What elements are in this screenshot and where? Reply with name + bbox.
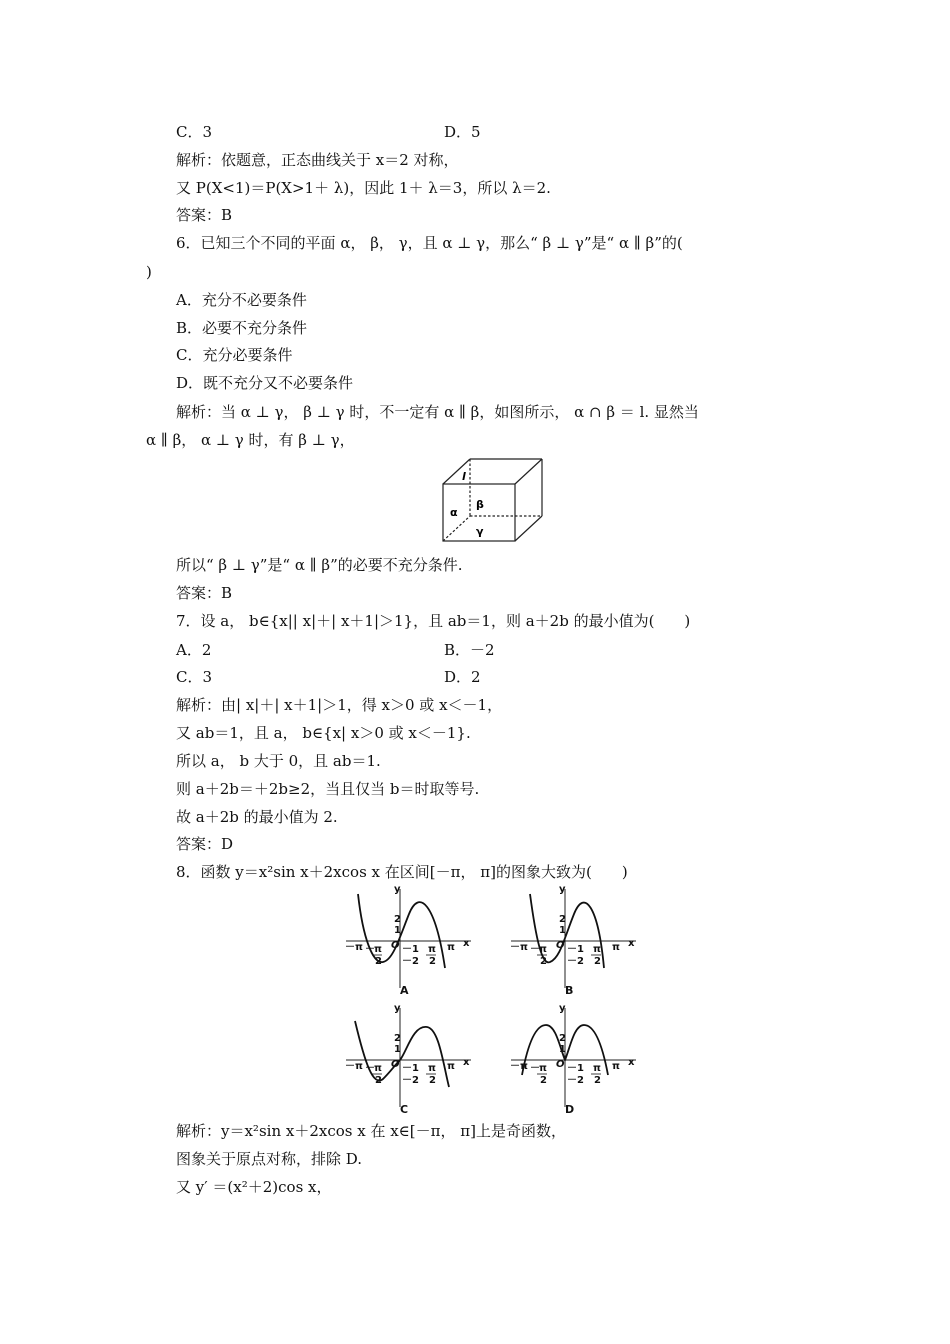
origin-label: O xyxy=(556,1059,565,1070)
graph-letter: B xyxy=(565,984,574,996)
tick-neg2-label: －2 xyxy=(402,956,419,967)
origin-label: O xyxy=(556,940,565,951)
frac-pos-numerator: π xyxy=(428,1063,436,1074)
frac-neg-numerator: π xyxy=(374,944,382,955)
q6-option-a: A．充分不必要条件 xyxy=(176,291,307,309)
q6-analysis-continued: α ∥ β， α ⊥ γ 时，有 β ⊥ γ， xyxy=(146,431,355,449)
frac-neg-denominator: 2 xyxy=(375,1075,382,1086)
graph-letter: D xyxy=(565,1103,575,1115)
q7-option-c: C．3 xyxy=(176,668,213,686)
neg-pi-label: －π xyxy=(345,1061,363,1072)
y-axis-label: y xyxy=(394,884,401,895)
frac-neg-numerator: π xyxy=(539,944,547,955)
tick-1-label: 1 xyxy=(394,1044,401,1055)
frac-minus-sign: － xyxy=(365,1063,375,1074)
tick-neg2-label: －2 xyxy=(567,956,584,967)
frac-pos-numerator: π xyxy=(593,944,601,955)
pi-label: π xyxy=(612,1061,620,1072)
y-axis-label: y xyxy=(559,1003,566,1014)
plane-gamma-label: γ xyxy=(476,525,484,538)
q8-stem: 8．函数 y＝x²sin x＋2xcos x 在区间[－π， π]的图象大致为( ) xyxy=(176,863,628,881)
q6-answer: 答案：B xyxy=(176,584,233,602)
frac-pos-numerator: π xyxy=(593,1063,601,1074)
q6-option-d: D．既不充分又不必要条件 xyxy=(176,374,354,392)
x-axis-label: x xyxy=(463,1057,470,1068)
frac-neg-denominator: 2 xyxy=(375,956,382,967)
q5-answer: 答案：B xyxy=(176,206,233,224)
tick-1-label: 1 xyxy=(559,925,566,936)
frac-pos-numerator: π xyxy=(428,944,436,955)
q7-option-a: A．2 xyxy=(176,641,212,659)
q7-analysis-line: 又 ab＝1，且 a， b∈{x| x＞0 或 x＜－1}. xyxy=(176,724,471,742)
graph-letter: C xyxy=(400,1103,409,1115)
q7-option-d: D．2 xyxy=(444,668,481,686)
neg-pi-label: －π xyxy=(510,942,528,953)
origin-label: O xyxy=(391,940,400,951)
q7-analysis-line: 则 a＋2b＝＋2b≥2，当且仅当 b＝时取等号. xyxy=(176,780,480,798)
tick-2-label: 2 xyxy=(394,914,401,925)
tick-neg1-label: －1 xyxy=(567,944,584,955)
q6-stem: 6．已知三个不同的平面 α， β， γ，且 α ⊥ γ，那么“ β ⊥ γ”是“ α ∥ β”的( xyxy=(176,234,683,252)
q6-analysis: 解析：当 α ⊥ γ， β ⊥ γ 时，不一定有 α ∥ β，如图所示， α ∩ β ＝ l. 显然当 xyxy=(176,403,699,421)
frac-neg-numerator: π xyxy=(539,1063,547,1074)
frac-neg-denominator: 2 xyxy=(540,1075,547,1086)
pi-label: π xyxy=(447,1061,455,1072)
q8-analysis-line: 又 y′ ＝(x²＋2)cos x， xyxy=(176,1178,332,1196)
q5-option-d: D．5 xyxy=(444,123,481,141)
neg-pi-label: －π xyxy=(510,1061,528,1072)
x-axis-label: x xyxy=(463,938,470,949)
q7-stem: 7．设 a， b∈{x|| x|＋| x＋1|＞1}，且 ab＝1，则 a＋2b 的最小值为( ) xyxy=(176,612,691,630)
cube-figure xyxy=(440,456,546,544)
tick-neg1-label: －1 xyxy=(402,1063,419,1074)
q7-analysis-line: 所以 a， b 大于 0，且 ab＝1. xyxy=(176,752,381,770)
graph-c xyxy=(343,1003,473,1115)
graph-letter: A xyxy=(400,984,409,996)
x-axis-label: x xyxy=(628,938,635,949)
graph-d xyxy=(508,1003,638,1115)
tick-neg1-label: －1 xyxy=(402,944,419,955)
plane-alpha-label: α xyxy=(450,506,458,519)
tick-2-label: 2 xyxy=(559,914,566,925)
line-l-label: l xyxy=(462,470,466,483)
frac-pos-denominator: 2 xyxy=(594,956,601,967)
tick-2-label: 2 xyxy=(394,1033,401,1044)
tick-neg1-label: －1 xyxy=(567,1063,584,1074)
tick-2-label: 2 xyxy=(559,1033,566,1044)
origin-label: O xyxy=(391,1059,400,1070)
q5-analysis-line: 又 P(X<1)＝P(X>1＋ λ)，因此 1＋ λ＝3，所以 λ＝2. xyxy=(176,179,551,197)
graph-b xyxy=(508,884,638,996)
neg-pi-label: －π xyxy=(345,942,363,953)
plane-beta-label: β xyxy=(476,498,484,511)
q6-option-b: B．必要不充分条件 xyxy=(176,319,308,337)
q6-stem-continued: ) xyxy=(146,263,152,281)
tick-neg2-label: －2 xyxy=(567,1075,584,1086)
tick-neg2-label: －2 xyxy=(402,1075,419,1086)
q7-analysis-line: 解析：由| x|＋| x＋1|＞1，得 x＞0 或 x＜－1， xyxy=(176,696,503,714)
frac-pos-denominator: 2 xyxy=(429,1075,436,1086)
y-axis-label: y xyxy=(559,884,566,895)
q7-analysis-line: 故 a＋2b 的最小值为 2. xyxy=(176,808,338,826)
q5-option-c: C．3 xyxy=(176,123,213,141)
q7-option-b: B．－2 xyxy=(444,641,495,659)
q7-answer: 答案：D xyxy=(176,835,234,853)
q5-analysis-line: 解析：依题意，正态曲线关于 x＝2 对称， xyxy=(176,151,459,169)
frac-neg-numerator: π xyxy=(374,1063,382,1074)
frac-pos-denominator: 2 xyxy=(429,956,436,967)
tick-1-label: 1 xyxy=(394,925,401,936)
frac-minus-sign: － xyxy=(365,944,375,955)
frac-neg-denominator: 2 xyxy=(540,956,547,967)
q6-option-c: C．充分必要条件 xyxy=(176,346,293,364)
x-axis-label: x xyxy=(628,1057,635,1068)
q8-analysis-line: 解析：y＝x²sin x＋2xcos x 在 x∈[－π， π]上是奇函数， xyxy=(176,1122,566,1140)
q6-conclusion: 所以“ β ⊥ γ”是“ α ∥ β”的必要不充分条件. xyxy=(176,556,463,574)
q8-analysis-line: 图象关于原点对称，排除 D. xyxy=(176,1150,363,1168)
frac-minus-sign: － xyxy=(530,944,540,955)
frac-minus-sign: － xyxy=(530,1063,540,1074)
graph-a xyxy=(343,884,473,996)
frac-pos-denominator: 2 xyxy=(594,1075,601,1086)
pi-label: π xyxy=(612,942,620,953)
tick-1-label: 1 xyxy=(559,1044,566,1055)
y-axis-label: y xyxy=(394,1003,401,1014)
pi-label: π xyxy=(447,942,455,953)
